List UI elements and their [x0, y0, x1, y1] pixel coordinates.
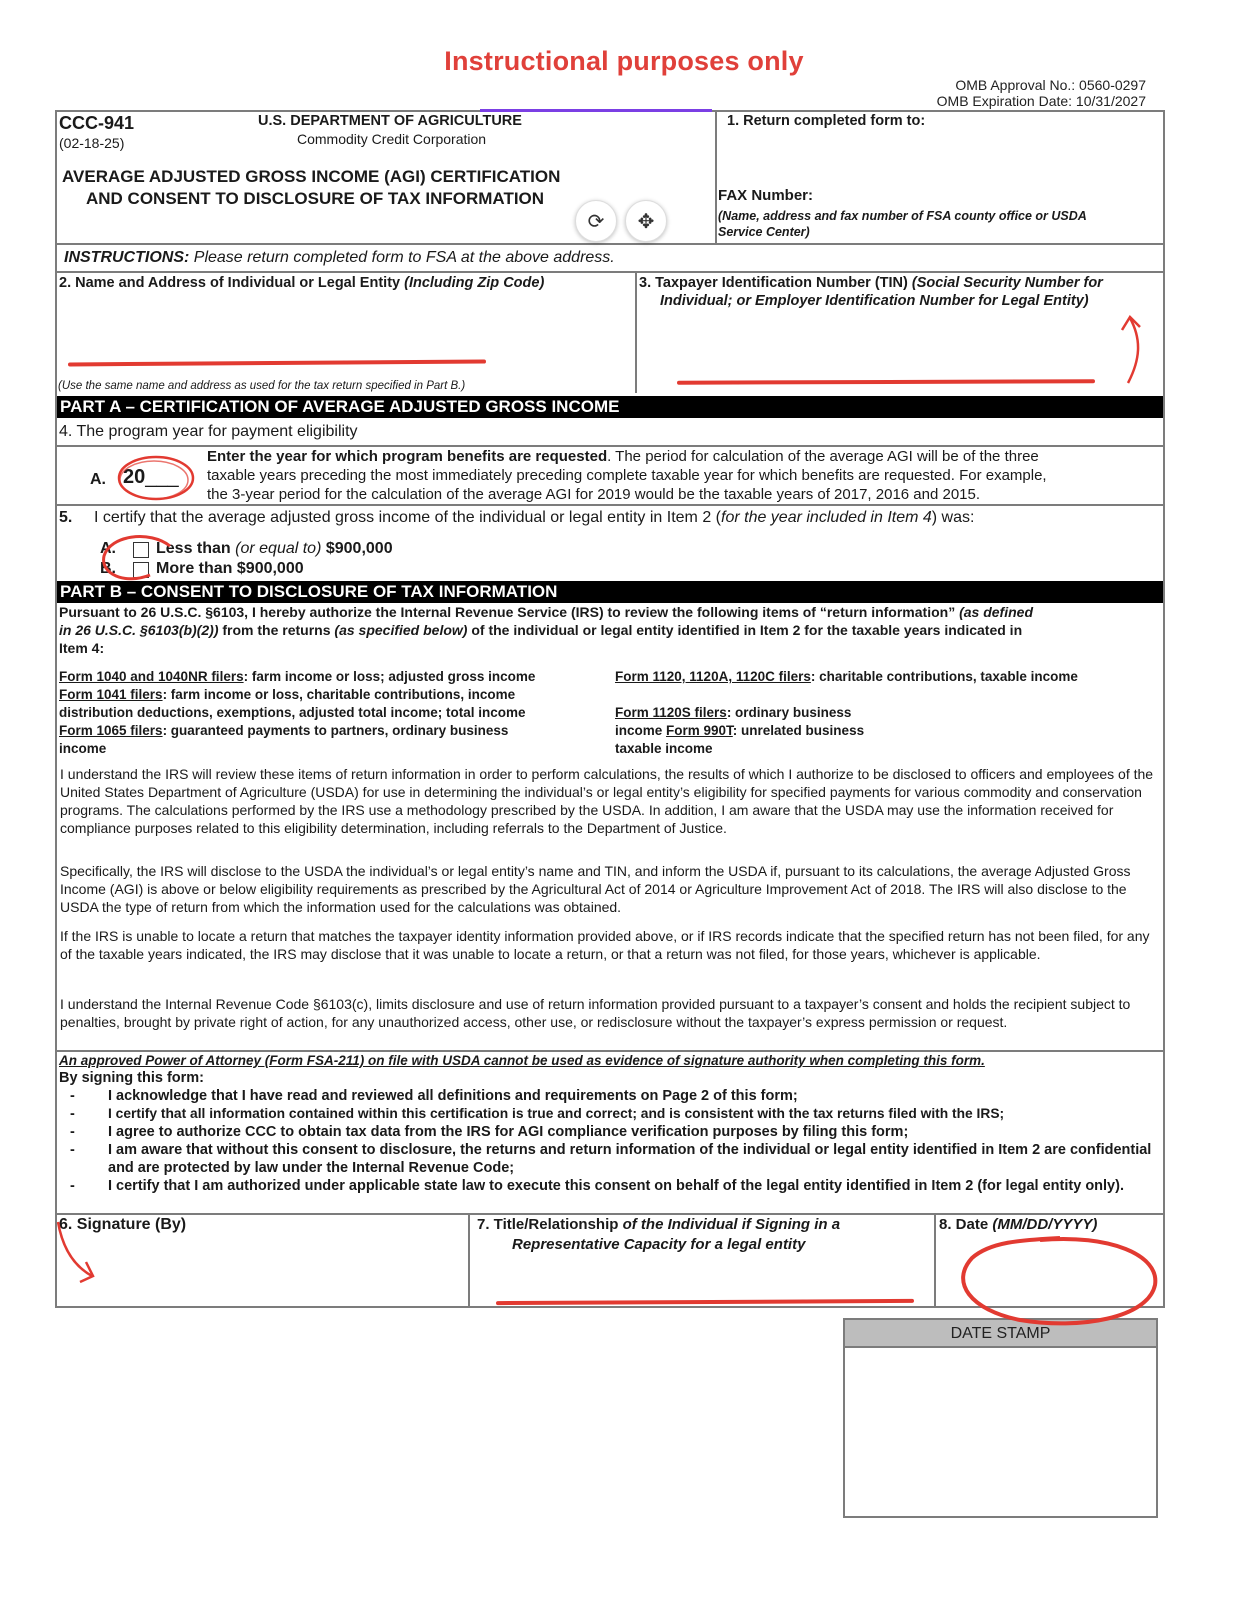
- omb-approval: OMB Approval No.: 0560-0297: [955, 77, 1146, 93]
- divider-item2-item3: [635, 271, 637, 393]
- part-b-heading: PART B – CONSENT TO DISCLOSURE OF TAX INFORMATION: [57, 581, 1163, 603]
- agency-name: U.S. DEPARTMENT OF AGRICULTURE: [258, 113, 522, 129]
- return-address-field[interactable]: [720, 140, 1160, 184]
- option-b-letter: B.: [100, 560, 116, 577]
- date-field[interactable]: [940, 1240, 1160, 1304]
- red-underline-name: [68, 360, 486, 367]
- item8-label: 8. Date (MM/DD/YYYY): [939, 1216, 1098, 1233]
- item6-label: 6. Signature (By): [59, 1216, 187, 1233]
- title-relationship-field[interactable]: [474, 1258, 930, 1304]
- form-date: (02-18-25): [59, 135, 125, 151]
- part-a-heading: PART A – CERTIFICATION OF AVERAGE ADJUSTED GROSS INCOME: [57, 396, 1163, 418]
- filer-1120: Form 1120, 1120A, 1120C filers: charitable contributions, taxable income: [615, 669, 1078, 684]
- item5-number: 5.: [59, 509, 73, 526]
- item2-note: (Use the same name and address as used for the tax return specified in Part B.): [58, 380, 466, 392]
- by-signing-label: By signing this form:: [59, 1070, 204, 1086]
- omb-info: [937, 77, 1146, 109]
- partb-paragraph-2: Specifically, the IRS will disclose to the USDA the individual’s or legal entity’s name and TIN, and inform the USDA if, pursuant to its calculations, the average Adjusted Gross Income (AGI) is above or below eligibility requirements as prescribed by the Agricultural Act of 2014 or Agriculture Improvement Act of 2018. The IRS will also disclose to the USDA the type of return from which the information used for the calculations was obtained.: [60, 863, 1131, 915]
- poa-notice: An approved Power of Attorney (Form FSA-211) on file with USDA cannot be used as evidence of signature authority when completing this form.: [59, 1053, 985, 1068]
- checkbox-more-than[interactable]: [133, 562, 149, 578]
- filer-1041: Form 1041 filers: farm income or loss, charitable contributions, income: [59, 687, 516, 702]
- program-year-blank: ___: [145, 466, 179, 488]
- item7-label-line2: Representative Capacity for a legal entity: [512, 1236, 806, 1253]
- watermark-instructional: Instructional purposes only: [444, 46, 804, 76]
- divider-title-date: [934, 1213, 936, 1308]
- item4a-line3: the 3-year period for the calculation of the average AGI for 2019 would be the taxable years of 2017, 2016 and 2015.: [207, 486, 981, 503]
- program-year-prefix: 20: [123, 466, 146, 488]
- item4a-line2: taxable years preceding the most immediately preceding complete taxable year for which benefits are requested. For example,: [207, 467, 1047, 484]
- move-icon: ✥: [637, 210, 655, 233]
- form-number: CCC-941: [59, 113, 135, 133]
- item5-text: I certify that the average adjusted gross income of the individual or legal entity in Item 2 (for the year included in Item 4) was:: [94, 509, 975, 526]
- partb-intro-line2: in 26 U.S.C. §6103(b)(2)) from the returns (as specified below) of the individual or legal entity identified in Item 2 for the taxable years indicated in: [59, 622, 1023, 638]
- form-title-line2: AND CONSENT TO DISCLOSURE OF TAX INFORMATION: [86, 189, 545, 208]
- filer-1065: Form 1065 filers: guaranteed payments to partners, ordinary business: [59, 723, 509, 738]
- rotate-icon: ⟳: [587, 210, 605, 233]
- date-stamp-label: DATE STAMP: [845, 1320, 1156, 1348]
- item4-label: 4. The program year for payment eligibility: [59, 423, 358, 440]
- partb-intro-line1: Pursuant to 26 U.S.C. §6103, I hereby authorize the Internal Revenue Service (IRS) to review the following items of “return information” (as defined: [59, 604, 1033, 620]
- instructions-text: Please return completed form to FSA at the above address.: [189, 249, 615, 266]
- date-stamp-box: [843, 1318, 1158, 1518]
- instructions: [64, 249, 615, 267]
- tin-field[interactable]: [640, 316, 1160, 376]
- name-address-field[interactable]: [60, 296, 630, 356]
- rotate-button[interactable]: [575, 200, 617, 242]
- fax-note-line1: (Name, address and fax number of FSA county office or USDA: [718, 209, 1087, 223]
- filer-1040: Form 1040 and 1040NR filers: farm income or loss; adjusted gross income: [59, 669, 536, 684]
- red-underline-title: [496, 1299, 914, 1305]
- instructions-label: INSTRUCTIONS:: [64, 249, 190, 266]
- divider-item5: [55, 504, 1165, 506]
- filer-1041-cont: distribution deductions, exemptions, adjusted total income; total income: [59, 705, 526, 720]
- option-a-label: Less than (or equal to) $900,000: [156, 540, 393, 557]
- checkbox-less-than[interactable]: [133, 542, 149, 558]
- divider-sig-title: [468, 1213, 470, 1308]
- divider-items-2-3: [55, 271, 1165, 273]
- signature-field[interactable]: [60, 1240, 464, 1304]
- filer-990t-cont: taxable income: [615, 741, 713, 756]
- fax-number-label: FAX Number:: [718, 187, 814, 204]
- header-divider: [715, 110, 717, 244]
- fax-note-line2: Service Center): [718, 225, 810, 239]
- frame-bottom: [55, 1306, 1165, 1308]
- omb-expiration: OMB Expiration Date: 10/31/2027: [936, 93, 1146, 109]
- frame-left: [55, 110, 57, 1308]
- filer-1065-cont: income: [59, 741, 107, 756]
- filer-990t: income Form 990T: unrelated business: [615, 723, 865, 738]
- item3-label-line2: Individual; or Employer Identification Number for Legal Entity): [660, 293, 1089, 309]
- frame-right: [1163, 110, 1165, 1308]
- divider-signature: [55, 1213, 1165, 1215]
- red-underline-tin: [677, 379, 1095, 384]
- form-title-line1: AVERAGE ADJUSTED GROSS INCOME (AGI) CERTIFICATION: [62, 167, 561, 186]
- partb-paragraph-3: If the IRS is unable to locate a return that matches the taxpayer identity information provided above, or if IRS records indicate that the specified return has not been filed, for any of the taxable years indicated, the IRS may disclose that it was unable to locate a return, or that a return was not filed, for those years, whichever is applicable.: [60, 928, 1150, 962]
- option-b-label: More than $900,000: [156, 560, 304, 577]
- item4a-line1: Enter the year for which program benefits are requested. The period for calculation of the average AGI will be of the three: [207, 448, 1039, 465]
- option-a-letter: A.: [100, 540, 116, 557]
- filer-1120s: Form 1120S filers: ordinary business: [615, 705, 852, 720]
- divider-instructions: [55, 243, 1165, 245]
- item7-label: 7. Title/Relationship of the Individual if Signing in a: [477, 1216, 841, 1233]
- divider-item4a: [55, 445, 1165, 447]
- move-button[interactable]: [625, 200, 667, 242]
- partb-paragraph-4: I understand the Internal Revenue Code §6103(c), limits disclosure and use of return information provided pursuant to a taxpayer’s consent and holds the recipient subject to penalties, brought by private right of action, for any unauthorized access, other use, or redisclosure without the taxpayer’s express permission or request.: [60, 996, 1131, 1030]
- subagency-name: Commodity Credit Corporation: [297, 131, 487, 147]
- program-year-field[interactable]: [123, 465, 179, 489]
- return-to-label: 1. Return completed form to:: [727, 113, 926, 129]
- item3-label: 3. Taxpayer Identification Number (TIN) (Social Security Number for: [639, 275, 1103, 291]
- partb-intro-line3: Item 4:: [59, 640, 105, 656]
- item2-label: 2. Name and Address of Individual or Legal Entity (Including Zip Code): [59, 275, 545, 291]
- item4a-letter: A.: [90, 471, 106, 488]
- partb-paragraph-1: I understand the IRS will review these items of return information in order to perform calculations, the results of which I authorize to be disclosed to officers and employees of the United States Department of Agriculture (USDA) for use in determining the individual’s or legal entity’s eligibility for specified payments for various commodity and conservation programs. The calculations performed by the IRS use a methodology prescribed by the USDA. In addition, I am aware that the USDA may use the information received for compliance purposes related to this eligibility determination, including referrals to the Department of Justice.: [60, 766, 1154, 836]
